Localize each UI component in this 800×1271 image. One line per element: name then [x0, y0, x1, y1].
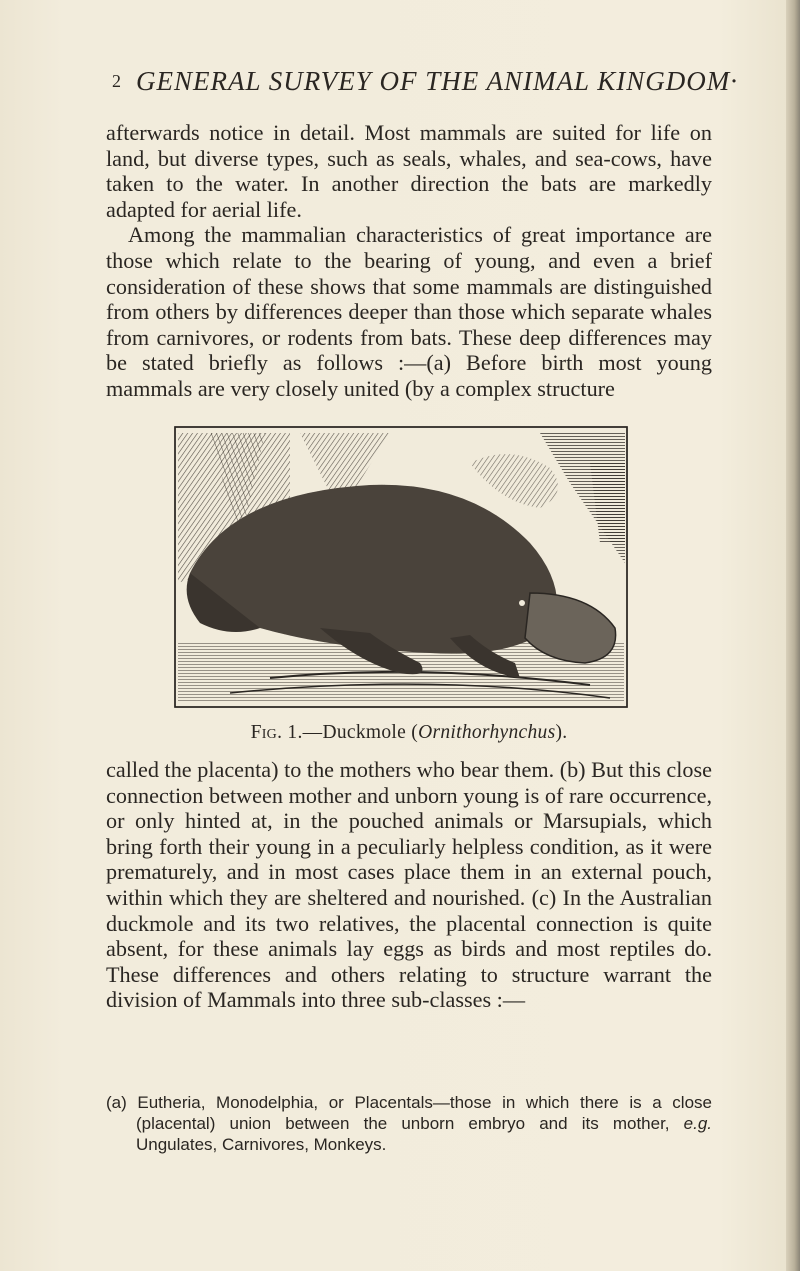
subclass-a-marker: (a): [106, 1093, 127, 1112]
figure-caption: [106, 722, 712, 744]
subclass-a-eg: e.g.: [683, 1114, 712, 1133]
subclass-a-tail: Ungulates, Carnivores, Monkeys.: [136, 1135, 387, 1154]
figure-label: Fig. 1.: [250, 722, 303, 743]
running-header: [112, 66, 739, 100]
body-text-top: [106, 120, 712, 402]
subclass-a-text: Eutheria, Monodelphia, or Placentals—those in which there is a close (placental) union between the unborn embryo and its mother,: [126, 1093, 712, 1133]
paragraph-3: called the placenta) to the mothers who bear them. (b) But this close connection between mother and unborn young is of rare occurrence, or only hinted at, in the pouched animals or Marsupials, which bring forth their young in a peculiarly helpless condition, as it were prematurely, and in most cases place them in an external pouch, within which they are sheltered and nourished. (c) In the Australian duckmole and its two relatives, the placental connection is quite absent, for these animals lay eggs as birds and most reptiles do. These differences and others relating to structure warrant the division of Mammals into three sub-classes :—: [106, 757, 712, 1013]
running-title: GENERAL SURVEY OF THE ANIMAL KINGDOM·: [136, 66, 739, 96]
caption-end: ).: [555, 722, 568, 743]
page-edge: [786, 0, 800, 1271]
paragraph-2: Among the mammalian characteristics of great importance are those which relate to the bearing of young, and even a brief consideration of these shows that some mammals are distinguished from others by differences deeper than those which separate whales from carnivores, or rodents from bats. These deep differences may be stated briefly as follows :—(a) Before birth most young mammals are very closely united (by a complex structure: [106, 222, 712, 401]
body-text-bottom: [106, 757, 712, 1013]
duckmole-illustration: [170, 423, 632, 711]
paragraph-1: afterwards notice in detail. Most mammals are suited for life on land, but diverse types, such as seals, whales, and sea-cows, have taken to the water. In another direction the bats are markedly adapted for aerial life.: [106, 120, 712, 222]
caption-species: Ornithorhynchus: [418, 722, 556, 743]
caption-text: —Duckmole (: [302, 722, 419, 743]
page-number: 2: [112, 71, 122, 91]
subclass-a: [106, 1092, 712, 1155]
subclass-list: [106, 1092, 712, 1155]
